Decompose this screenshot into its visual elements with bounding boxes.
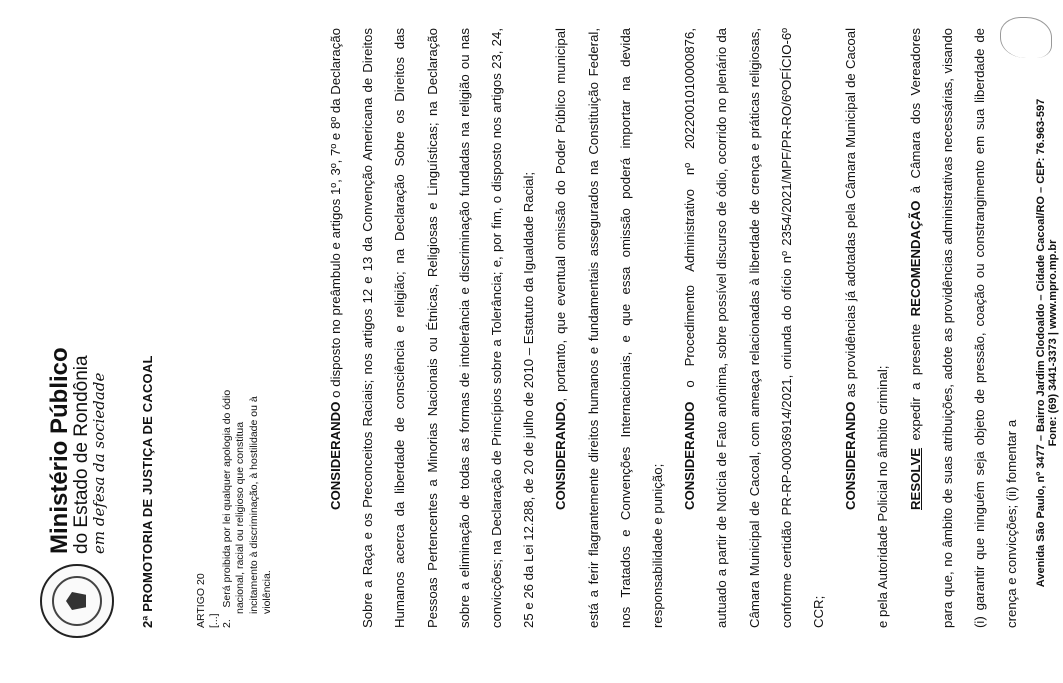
org-state: do Estado de Rondônia: [70, 355, 92, 554]
paragraph-text: o Procedimento Administrativo nº 2022001010000876, autuado a partir de Notícia de Fato anônima, sobre possível discurso de ódio, ocorrido no plenário da Câmara Municipal de Cacoal, com ameaça relacionadas à liberdade de crença e práticas religiosas, conforme certidão PR-RP-00036914/2021, oriunda do ofício nº 2354/2021/MPF/PR-RO/6ºOFÍCIO-6º CCR;: [682, 28, 827, 628]
resolve-text-2: à Câmara dos Vereadores para que, no âmbito de suas atribuições, adote as providências administrativas necessárias, visando (i) garantir que ninguém seja objeto de pressão, coação ou constrangimento em sua liberdade de crença e convicções; (ii) fomentar a: [907, 28, 1020, 628]
paragraph-lead: CONSIDERANDO: [843, 401, 859, 510]
paragraph-considerando-3: [674, 28, 835, 628]
paragraph-considerando-4: [835, 28, 899, 628]
footer-address: Avenida São Paulo, nº 3477 – Bairro Jardim Clodoaldo – Cidade Cacoal/RO – CEP: 76.963-597: [1035, 98, 1047, 588]
paragraph-text: , portanto, que eventual omissão do Poder Público municipal está a ferir flagrantemente direitos humanos e fundamentais assegurados na Constituição Federal, nos Tratados e Convenções Internacionais, e que essa omissão poderá importar na devida responsabilidade e punição;: [553, 28, 666, 628]
promotoria-title: 2ª PROMOTORIA DE JUSTIÇA DE CACOAL: [140, 355, 155, 628]
paragraph-text: o disposto no preâmbulo e artigos 1º, 3º, 7º e 8º da Declaração Sobre a Raça e os Preconceitos Raciais; nos artigos 12 e 13 da Convenção Americana de Direitos Humanos acerca da liberdade de consciência e religião; na Declaração Sobre os Direitos das Pessoas Pertencentes a Minorias Nacionais ou Étnicas, Religiosas e Linguísticas; na Declaração sobre a eliminação de todas as formas de intolerância e discriminação fundadas na religião ou nas convicções; na Declaração de Princípios sobre a Tolerância; e, por fim, o disposto nos artigos 23, 24, 25 e 26 da Lei 12.288, de 20 de julho de 2010 – Estatuto da Igualdade Racial;: [328, 28, 537, 628]
resolve-lead: RESOLVE: [907, 447, 923, 510]
org-block: [47, 347, 108, 554]
resolve-keyword: RECOMENDAÇÃO: [907, 200, 923, 317]
paragraph-text: as providências já adotadas pela Câmara Municipal de Cacoal e pela Autoridade Policial no âmbito criminal;: [843, 28, 891, 628]
article-quote: [195, 368, 274, 628]
paragraph-considerando-2: [545, 28, 674, 628]
document-body: [320, 28, 1028, 628]
paragraph-resolve: [900, 28, 1029, 628]
header-logo: [40, 347, 114, 638]
paragraph-considerando-1: [320, 28, 545, 628]
footer-contact: Fone: (69) 3441-3373 | www.mpro.mp.br: [1047, 239, 1059, 447]
org-name: Ministério Público: [45, 347, 73, 554]
article-item: 2. Será proibida por lei qualquer apologia do ódio nacional, racial ou religioso que constitua incitamento à discriminação, à hostilidade ou à violência.: [221, 389, 273, 628]
ministerio-publico-seal-icon: [40, 564, 114, 638]
paragraph-lead: CONSIDERANDO: [328, 401, 343, 510]
page-footer: [1035, 43, 1059, 643]
article-ellipsis: [...]: [208, 613, 221, 628]
org-tagline: em defesa da sociedade: [89, 372, 108, 554]
article-title: ARTIGO 20: [195, 573, 207, 628]
paragraph-lead: CONSIDERANDO: [553, 401, 569, 510]
paragraph-lead: CONSIDERANDO: [682, 401, 698, 510]
resolve-text-1: expedir a presente: [907, 316, 923, 448]
